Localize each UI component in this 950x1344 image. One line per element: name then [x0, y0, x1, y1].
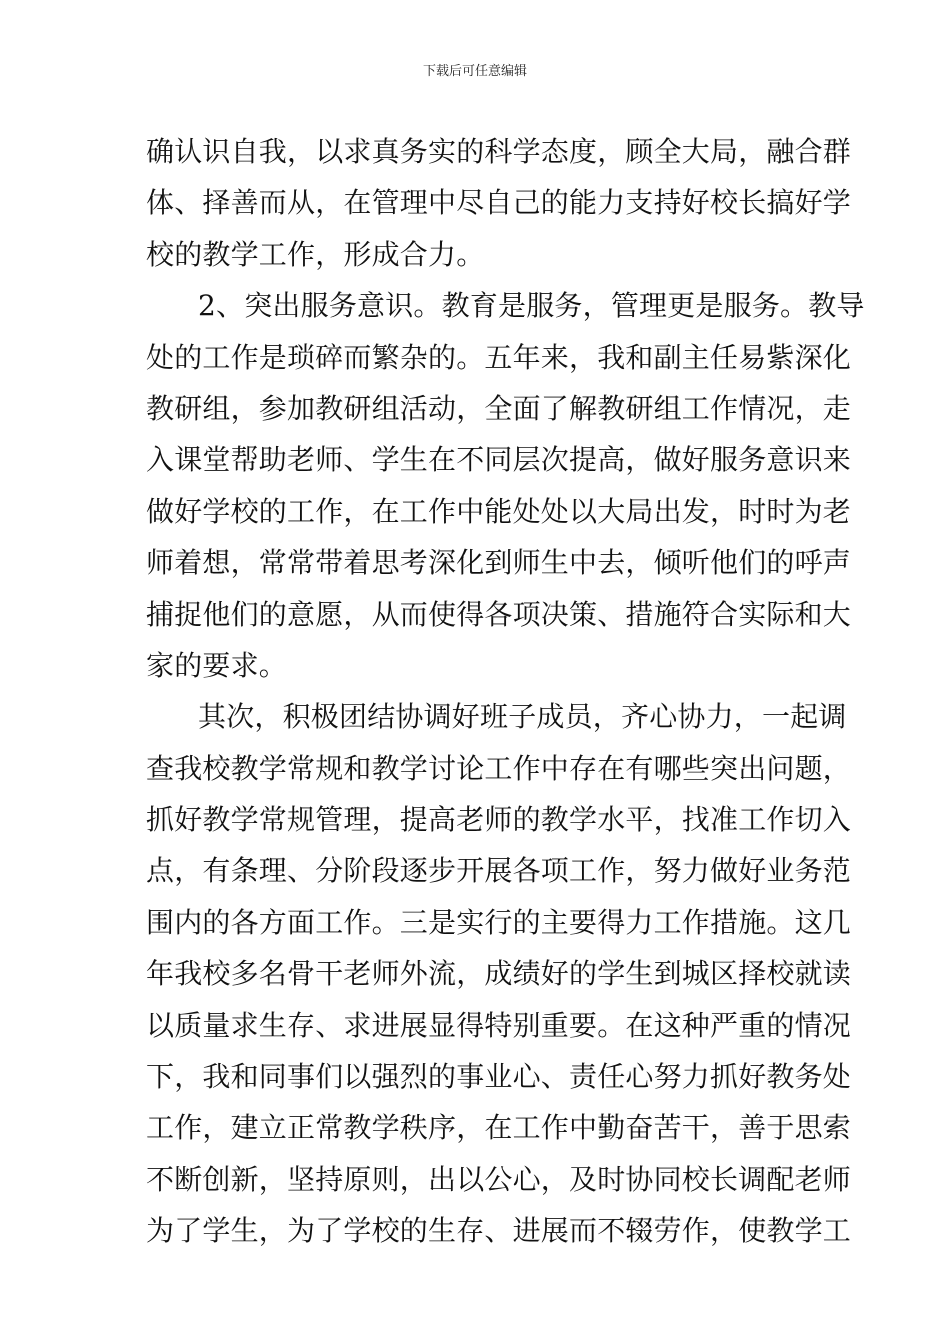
text-line: 家的要求。 — [146, 648, 288, 682]
text-line: 工作，建立正常教学秩序，在工作中勤奋苦干，善于思索 — [146, 1111, 852, 1145]
text-line: 捕捉他们的意愿，从而使得各项决策、措施符合实际和大 — [146, 597, 852, 631]
text-line: 校的教学工作，形成合力。 — [146, 237, 485, 271]
text-line: 体、择善而从，在管理中尽自己的能力支持好校长搞好学 — [146, 186, 852, 220]
text-line: 年我校多名骨干老师外流，成绩好的学生到城区择校就读 — [146, 957, 852, 991]
text-line: 查我校教学常规和教学讨论工作中存在有哪些突出问题， — [146, 751, 852, 785]
text-line: 做好学校的工作，在工作中能处处以大局出发，时时为老 — [146, 494, 852, 528]
text-line: 处的工作是琐碎而繁杂的。五年来，我和副主任易紫深化 — [146, 340, 852, 374]
text-line: 下，我和同事们以强烈的事业心、责任心努力抓好教务处 — [146, 1060, 852, 1094]
text-line: 抓好教学常规管理，提高老师的教学水平，找准工作切入 — [146, 803, 852, 837]
text-line: 以质量求生存、求进展显得特别重要。在这种严重的情况 — [146, 1008, 852, 1042]
text-line: 师着想，常常带着思考深化到师生中去，倾听他们的呼声 — [146, 546, 852, 580]
text-line: 教研组，参加教研组活动，全面了解教研组工作情况，走 — [146, 391, 852, 425]
paragraph-start-line: 2、突出服务意识。教育是服务，管理更是服务。教导 — [198, 289, 865, 323]
text-line: 入课堂帮助老师、学生在不同层次提高，做好服务意识来 — [146, 443, 852, 477]
page-header: 下载后可任意编辑 — [422, 64, 527, 79]
text-line: 不断创新，坚持原则，出以公心，及时协同校长调配老师 — [146, 1162, 852, 1196]
paragraph-start-line: 其次，积极团结协调好班子成员，齐心协力，一起调 — [198, 700, 847, 734]
text-line: 点，有条理、分阶段逐步开展各项工作，努力做好业务范 — [146, 854, 852, 888]
text-line: 为了学生，为了学校的生存、进展而不辍劳作，使教学工 — [146, 1214, 852, 1248]
text-line: 围内的各方面工作。三是实行的主要得力工作措施。这几 — [146, 905, 852, 939]
document-body — [146, 126, 865, 1257]
text-line: 确认识自我，以求真务实的科学态度，顾全大局，融合群 — [146, 135, 852, 168]
